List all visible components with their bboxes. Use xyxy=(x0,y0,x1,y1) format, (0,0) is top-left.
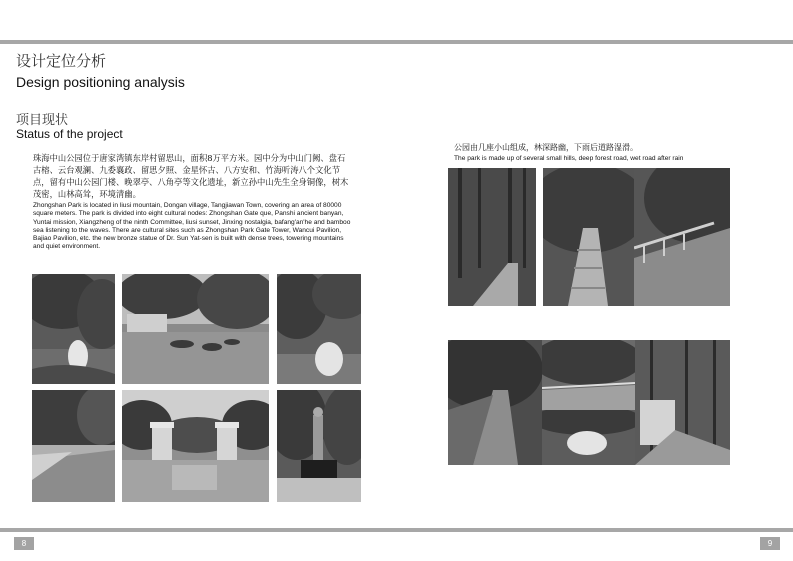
photo-park-gate xyxy=(122,390,269,502)
photo-wet-path xyxy=(448,340,542,465)
photo-plaza-stones xyxy=(122,274,269,384)
section-title-cn: 项目现状 xyxy=(16,113,69,128)
description-cn: 珠海中山公园位于唐家湾镇东岸村留思山，面积8万平方米。园中分为中山门阙、盘石古榕、云台观澜、九委襄政、留思夕照、金星怀古、八方安和、竹海听涛八个文化节点，留有中山公园门楼、晚翠亭、八角亭等文化遗址，新立孙中山先生全身铜像，树木茂密，山林高耸，环境清幽。 xyxy=(33,153,349,199)
page-number-left: 8 xyxy=(14,537,34,550)
photo-bamboo-pavilion xyxy=(635,340,730,465)
page-title-cn: 设计定位分析 xyxy=(16,52,107,70)
photo-stone-tablet-grove xyxy=(32,274,115,384)
page-title-en: Design positioning analysis xyxy=(16,74,185,90)
page-number-right: 9 xyxy=(760,537,780,550)
description-en: Zhongshan Park is located in liusi mountain, Dongan village, Tangjiawan Town, covering an area of 80000 square meters. The park is divided into eight cultural nodes: Zhongshan Gate que, Panshi ancient banyan, Yuntai mission, Xiangzheng of the ninth Committee, liusi sunset, Jinxing nostalgia, bafang'an'he and bamboo sea listening to the waves. There are cultural sites such as Zhongshan Park Gate Tower, Wancui Pavilion, Bajiao Pavilion, etc. the new bronze statue of Dr. Sun Yat-sen is built with dense trees, towering mountains and quiet environment. xyxy=(33,202,351,251)
photo-forest-path xyxy=(448,168,536,306)
bottom-divider xyxy=(0,528,793,532)
photo-stone-steps xyxy=(543,168,634,306)
caption-cn: 公园由几座小山组成，林深路幽，下雨后道路湿滑。 xyxy=(454,143,638,152)
photo-overlook-platform xyxy=(542,340,635,410)
photo-boulder xyxy=(542,410,635,465)
caption-en: The park is made up of several small hills, deep forest road, wet road after rain xyxy=(454,155,684,162)
top-divider xyxy=(0,40,793,44)
photo-stair-railing xyxy=(634,168,730,306)
section-title-en: Status of the project xyxy=(16,127,123,141)
photo-stone-tablet-hillside xyxy=(277,274,361,384)
photo-walkway-lawn xyxy=(32,390,115,502)
photo-statue xyxy=(277,390,361,502)
